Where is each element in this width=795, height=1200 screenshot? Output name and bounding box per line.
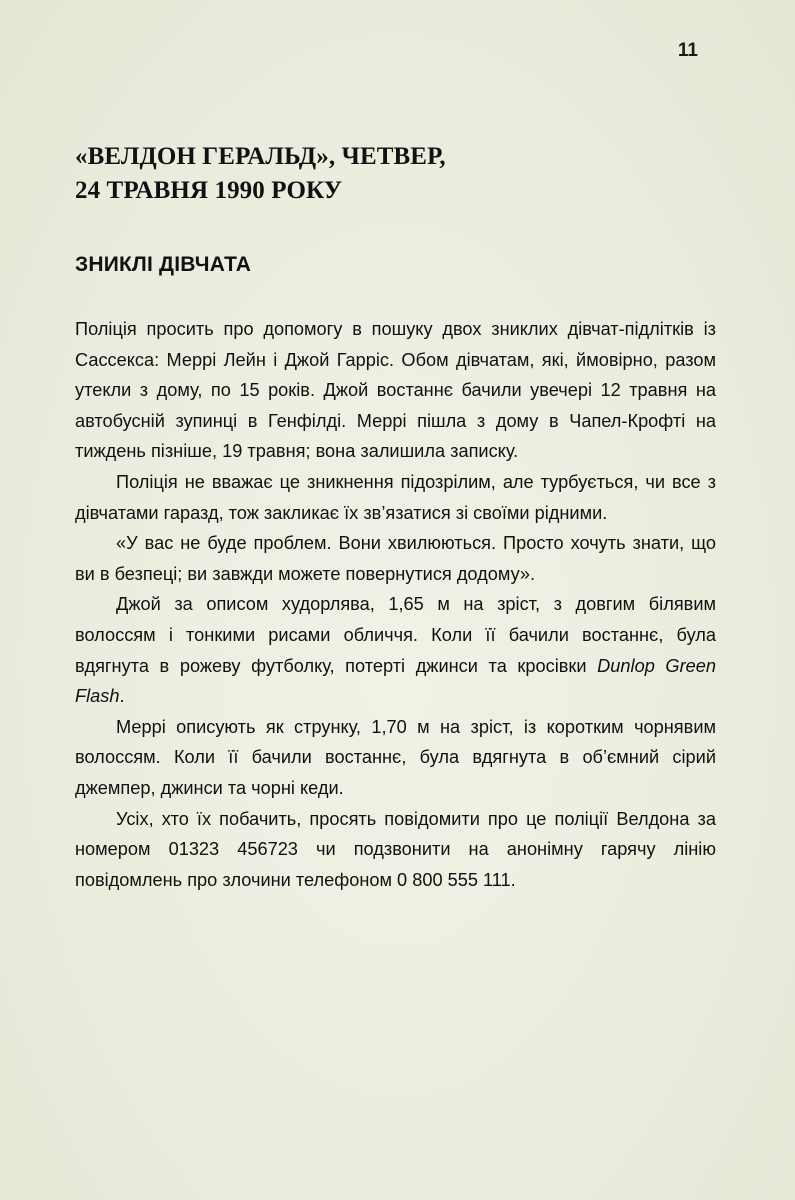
- heading-line-1: «ВЕЛДОН ГЕРАЛЬД», ЧЕТВЕР,: [75, 143, 446, 170]
- heading-line-2: 24 ТРАВНЯ 1990 РОКУ: [75, 177, 343, 204]
- paragraph-6: Усіх, хто їх побачить, просять повідомити про це поліції Велдона за номером 01323 456723 чи подзвонити на анонімну гарячу лінію повідомлень про злочини телефоном 0 800 555 111.: [75, 808, 716, 890]
- brand-suffix: .: [119, 686, 125, 707]
- page-number: 11: [677, 40, 698, 61]
- paragraph-1: Поліція просить про допомогу в пошуку двох зниклих дівчат-підлітків із Сассекса: Меррі Лейн і Джой Гарріс. Обом дівчатам, які, ймовірно, разом утекли з дому, по 15 років. Джой востаннє бачили увечері 12 травня на автобусній зупинці в Генфілді. Меррі пішла з дому в Чапел-Крофті на тиждень пізніше, 19 травня; вона залишила записку.: [75, 319, 716, 462]
- newspaper-heading: [75, 140, 715, 208]
- article-body: [75, 314, 716, 895]
- paragraph-5: Меррі описують як струнку, 1,70 м на зріст, із коротким чорнявим волоссям. Коли її бачили востаннє, була вдягнута в об’ємний сірий джемпер, джинси та чорні кеди.: [75, 716, 716, 798]
- paragraph-3: «У вас не буде проблем. Вони хвилюються. Просто хочуть знати, що ви в безпеці; ви завжди можете повернутися додому».: [75, 533, 716, 584]
- brand-name: Dunlop Green Flash: [75, 655, 716, 707]
- paragraph-2: Поліція не вважає це зникнення підозрілим, але турбується, чи все з дівчатами гаразд, тож закликає їх зв’язатися зі своїми рідними.: [75, 471, 716, 523]
- paragraph-4-text: Джой за описом худорлява, 1,65 м на зріст, з довгим білявим волоссям і тонкими рисами обличчя. Коли її бачили востаннє, була вдягнута в рожеву футболку, потерті джинси та кросівки: [75, 594, 716, 676]
- paragraph-4: [75, 589, 716, 711]
- article-title: ЗНИКЛІ ДІВЧАТА: [75, 253, 252, 276]
